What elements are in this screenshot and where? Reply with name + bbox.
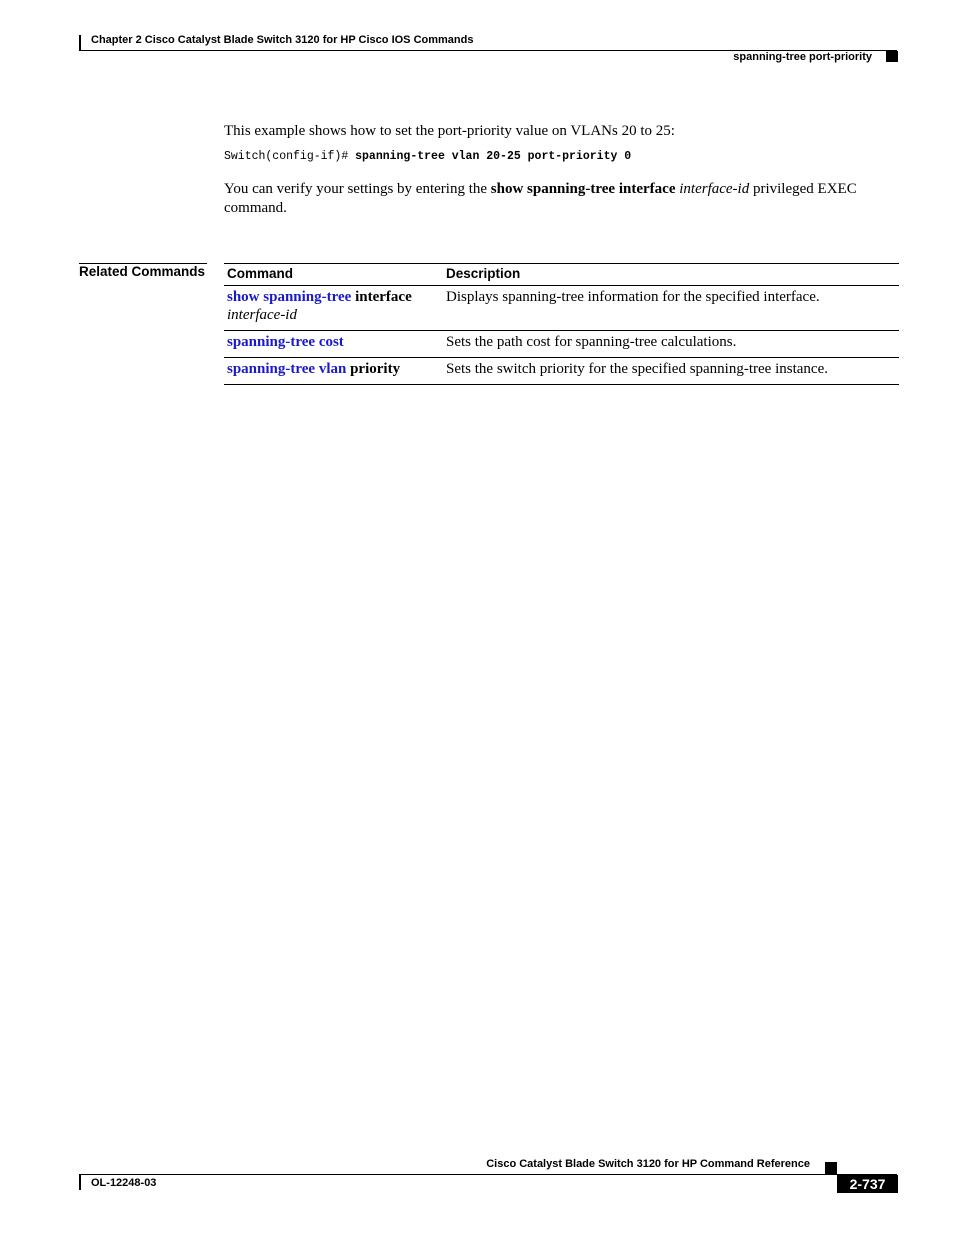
header-chapter-title: Chapter 2 Cisco Catalyst Blade Switch 3120 for HP Cisco IOS Commands (91, 34, 474, 46)
column-header-description: Description (443, 264, 899, 286)
verify-argument: interface-id (679, 181, 750, 197)
footer-page-number: 2-737 (837, 1175, 898, 1193)
header-marker-block (886, 51, 898, 62)
verify-text-post: privileged EXEC command. (224, 181, 857, 216)
footer-rule (79, 1174, 897, 1175)
command-link-show-spanning-tree[interactable]: show spanning-tree (227, 289, 352, 305)
description-cell: Sets the path cost for spanning-tree calculations. (443, 331, 899, 358)
command-cell (224, 331, 443, 358)
table-row (224, 331, 899, 358)
command-link-spanning-tree-vlan[interactable]: spanning-tree vlan (227, 361, 347, 377)
table-row (224, 286, 899, 331)
related-commands-label: Related Commands (79, 264, 206, 279)
command-cell (224, 358, 443, 385)
footer-left-bar (79, 1174, 81, 1190)
command-argument: interface-id (227, 307, 297, 323)
code-prompt: Switch(config-if)# (224, 150, 356, 163)
header-left-bar (79, 35, 81, 51)
verify-paragraph (224, 180, 884, 218)
command-link-spanning-tree-cost[interactable]: spanning-tree cost (227, 334, 344, 350)
command-keyword: interface (351, 289, 412, 305)
header-section-title: spanning-tree port-priority (733, 51, 872, 63)
table-header-row (224, 264, 899, 286)
verify-command: show spanning-tree interface (490, 181, 676, 197)
footer-marker-block (825, 1162, 837, 1174)
column-header-command: Command (224, 264, 443, 286)
intro-paragraph: This example shows how to set the port-priority value on VLANs 20 to 25: (224, 123, 675, 139)
footer-book-title: Cisco Catalyst Blade Switch 3120 for HP Command Reference (486, 1158, 810, 1170)
related-commands-table (224, 263, 899, 385)
verify-text-pre: You can verify your settings by entering the (224, 181, 491, 197)
table-row (224, 358, 899, 385)
command-cell (224, 286, 443, 331)
code-example (224, 150, 631, 163)
description-cell: Displays spanning-tree information for the specified interface. (443, 286, 899, 331)
description-cell: Sets the switch priority for the specified spanning-tree instance. (443, 358, 899, 385)
code-command: spanning-tree vlan 20-25 port-priority 0 (355, 150, 632, 163)
footer-doc-number: OL-12248-03 (91, 1177, 157, 1189)
command-keyword: priority (346, 361, 401, 377)
